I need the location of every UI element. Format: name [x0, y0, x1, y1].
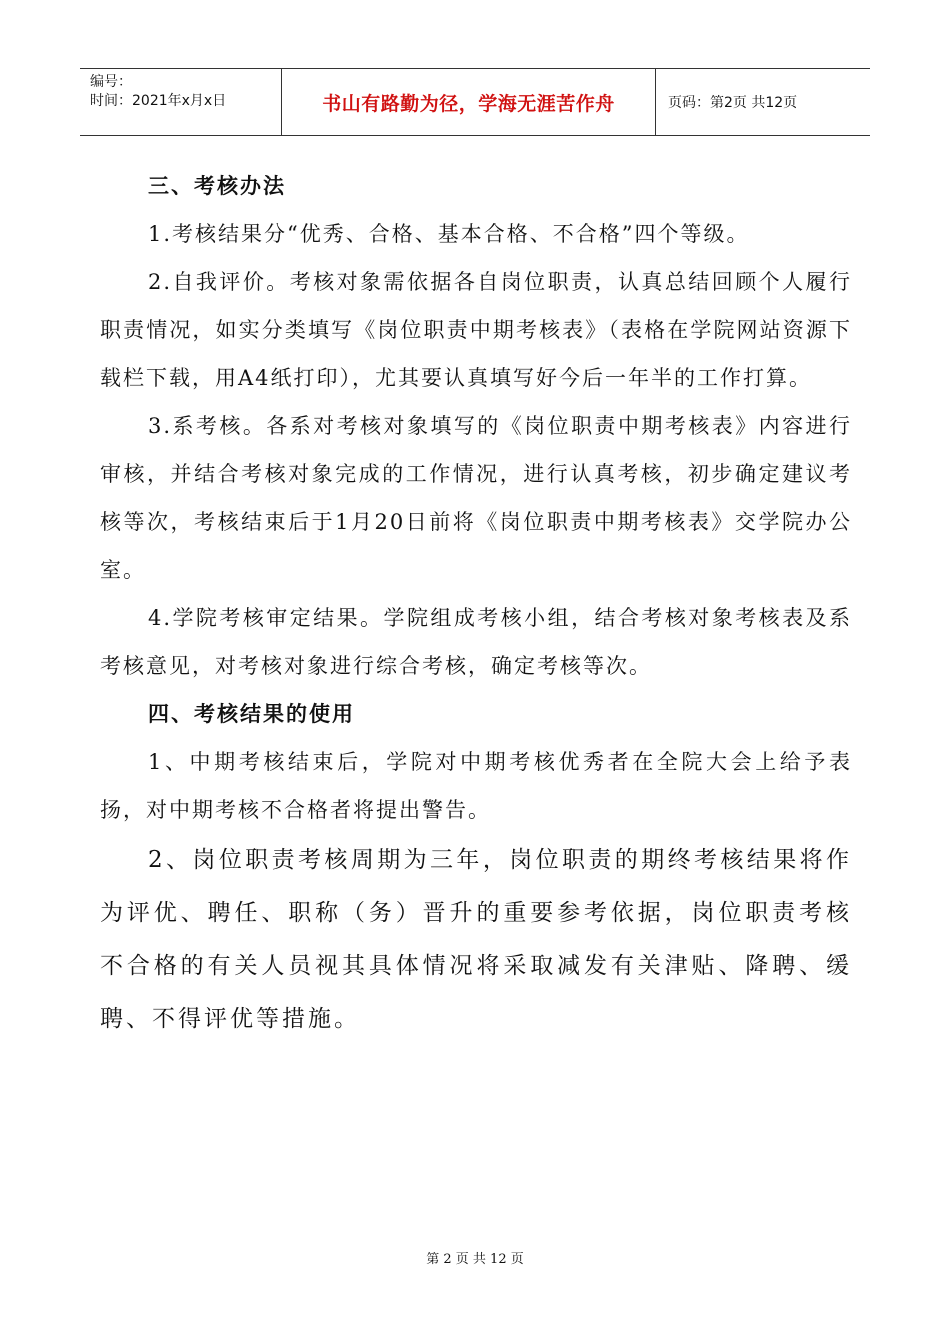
page-footer: 第 2 页 共 12 页	[426, 1252, 524, 1267]
paragraph: 4.学院考核审定结果。学院组成考核小组，结合考核对象考核表及系考核意见，对考核对象进行综合考核，确定考核等次。	[100, 606, 852, 678]
time-label: 时间：2021年x月x日	[90, 93, 227, 109]
section-heading: 三、考核办法	[148, 174, 286, 198]
number-label: 编号：	[90, 74, 132, 90]
header-motto: 书山有路勤为径，学海无涯苦作舟	[282, 69, 656, 135]
paragraph: 2.自我评价。考核对象需依据各自岗位职责，认真总结回顾个人履行职责情况，如实分类填写《岗位职责中期考核表》（表格在学院网站资源下载栏下载，用A4纸打印），尤其要认真填写好今后一年半的工作打算。	[100, 270, 852, 390]
section-heading: 四、考核结果的使用	[148, 702, 355, 726]
header-meta	[80, 69, 282, 135]
paragraph: 1.考核结果分“优秀、合格、基本合格、不合格”四个等级。	[148, 222, 750, 246]
document-header	[80, 68, 870, 136]
paragraph: 1、中期考核结束后，学院对中期考核优秀者在全院大会上给予表扬，对中期考核不合格者将提出警告。	[100, 750, 852, 822]
document-body	[100, 162, 852, 1046]
paragraph: 2、岗位职责考核周期为三年，岗位职责的期终考核结果将作为评优、聘任、职称（务）晋升的重要参考依据，岗位职责考核不合格的有关人员视其具体情况将采取减发有关津贴、降聘、缓聘、不得评优等措施。	[100, 847, 852, 1032]
header-page-label: 页码：第2页 共12页	[668, 95, 798, 111]
paragraph: 3.系考核。各系对考核对象填写的《岗位职责中期考核表》内容进行审核，并结合考核对象完成的工作情况，进行认真考核，初步确定建议考核等次，考核结束后于1月20日前将《岗位职责中期考核表》交学院办公室。	[100, 414, 852, 582]
